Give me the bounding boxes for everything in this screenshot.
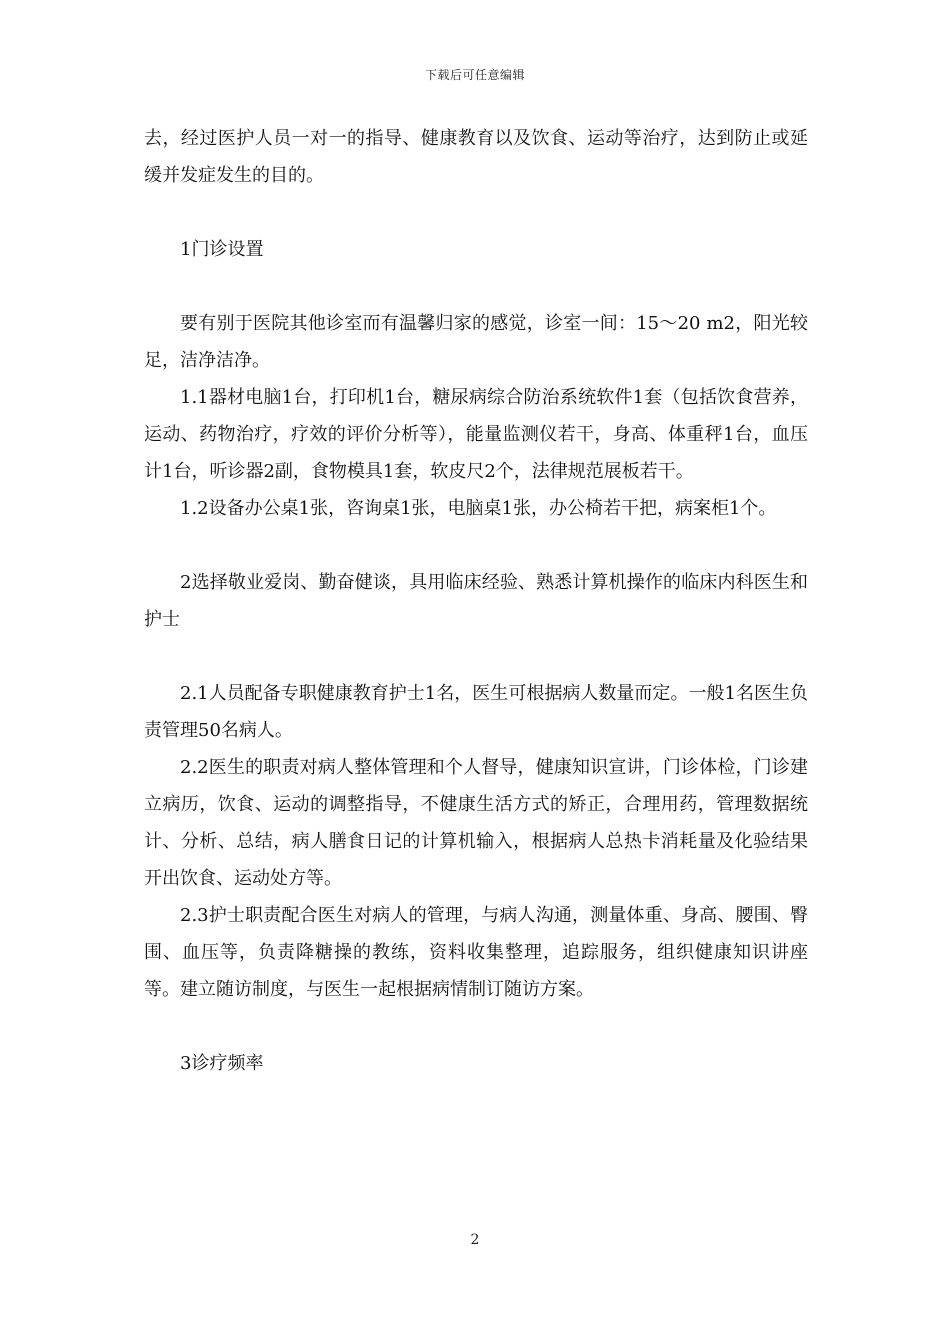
paragraph-furniture: 1.2设备办公桌1张，咨询桌1张，电脑桌1张，办公椅若干把，病案柜1个。 [180,498,777,519]
document-body [144,120,808,1082]
section-heading-1: 1门诊设置 [180,239,264,260]
paragraph-gap [144,268,808,305]
page-header: 下载后可任意编辑 [424,68,525,82]
paragraph-nurse-duties: 2.3护士职责配合医生对病人的管理，与病人沟通，测量体重、身高、腰围、臀围、血压等，负责降糖操的教练，资料收集整理，追踪服务，组织健康知识讲座等。建立随访制度，与医生一起根据病情制订随访方案。 [144,905,808,1000]
paragraph-gap [144,1008,808,1045]
paragraph-doctor-duties: 2.2医生的职责对病人整体管理和个人督导，健康知识宣讲，门诊体检，门诊建立病历，饮食、运动的调整指导，不健康生活方式的矫正，合理用药，管理数据统计、分析、总结，病人膳食日记的计算机输入，根据病人总热卡消耗量及化验结果开出饮食、运动处方等。 [144,757,808,889]
section-heading-2: 2选择敬业爱岗、勤奋健谈，具用临床经验、熟悉计算机操作的临床内科医生和护士 [144,572,808,630]
paragraph-continuation: 去，经过医护人员一对一的指导、健康教育以及饮食、运动等治疗，达到防止或延缓并发症发生的目的。 [144,128,808,186]
paragraph-gap [144,194,808,231]
paragraph-gap [144,527,808,564]
section-heading-3: 3诊疗频率 [180,1053,264,1074]
page-number: 2 [470,1232,480,1248]
paragraph-clinic-room: 要有别于医院其他诊室而有温馨归家的感觉，诊室一间：15～20 m2，阳光较足，洁净洁净。 [144,313,808,371]
paragraph-gap [144,638,808,675]
paragraph-equipment: 1.1器材电脑1台，打印机1台，糖尿病综合防治系统软件1套（包括饮食营养，运动、药物治疗，疗效的评价分析等），能量监测仪若干，身高、体重秤1台，血压计1台，听诊器2副，食物模具1套，软皮尺2个，法律规范展板若干。 [144,387,808,482]
paragraph-staffing: 2.1人员配备专职健康教育护士1名，医生可根据病人数量而定。一般1名医生负责管理50名病人。 [144,683,808,741]
